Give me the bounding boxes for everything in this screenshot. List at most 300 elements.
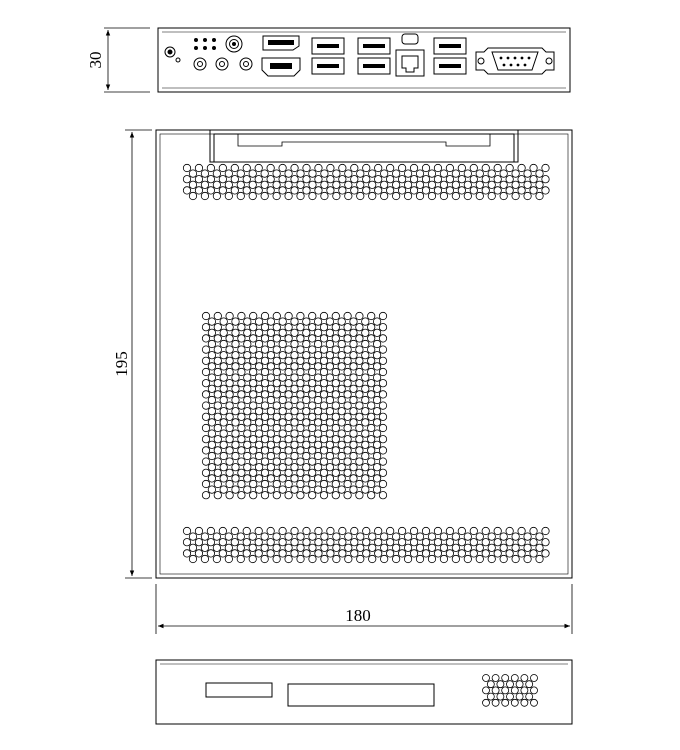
vent-hole	[356, 402, 363, 409]
vent-hole	[297, 324, 304, 331]
vent-hole	[267, 329, 274, 336]
vent-hole	[487, 693, 494, 700]
vent-hole	[213, 555, 220, 562]
vent-hole	[512, 192, 519, 199]
vent-hole	[524, 181, 531, 188]
vent-hole	[279, 352, 286, 359]
vent-hole	[297, 335, 304, 342]
vent-hole	[244, 419, 251, 426]
vent-hole	[345, 192, 352, 199]
vent-hole	[261, 357, 268, 364]
vent-hole	[368, 469, 375, 476]
vent-hole	[273, 324, 280, 331]
vent-hole	[428, 192, 435, 199]
vent-hole	[422, 550, 429, 557]
vent-hole	[285, 413, 292, 420]
vent-hole	[261, 380, 268, 387]
vent-hole	[220, 340, 227, 347]
vent-hole	[506, 164, 513, 171]
vent-hole	[255, 539, 262, 546]
vent-hole	[238, 357, 245, 364]
vent-hole	[261, 324, 268, 331]
vent-hole	[345, 181, 352, 188]
vent-hole	[373, 318, 380, 325]
vent-hole	[189, 544, 196, 551]
vent-hole	[375, 187, 382, 194]
vent-hole	[476, 533, 483, 540]
vent-hole	[536, 181, 543, 188]
vent-hole	[351, 164, 358, 171]
vent-hole	[244, 396, 251, 403]
vent-hole	[362, 475, 369, 482]
vent-hole	[202, 324, 209, 331]
vent-hole	[195, 539, 202, 546]
vent-hole	[416, 533, 423, 540]
vent-hole	[267, 340, 274, 347]
vent-hole	[297, 368, 304, 375]
vent-hole	[368, 447, 375, 454]
vent-hole	[279, 527, 286, 534]
vent-hole	[261, 391, 268, 398]
vent-hole	[207, 176, 214, 183]
vent-hole	[279, 396, 286, 403]
vent-hole	[379, 368, 386, 375]
vent-hole	[494, 527, 501, 534]
vent-hole	[369, 170, 376, 177]
vent-hole	[446, 164, 453, 171]
vent-hole	[255, 187, 262, 194]
vent-hole	[261, 368, 268, 375]
small-slot	[206, 683, 272, 697]
vent-hole	[379, 357, 386, 364]
vent-hole	[350, 318, 357, 325]
vent-hole	[536, 544, 543, 551]
vent-hole	[213, 533, 220, 540]
vent-hole	[202, 346, 209, 353]
vent-hole	[249, 192, 256, 199]
vent-hole	[232, 374, 239, 381]
vent-hole	[207, 164, 214, 171]
db9-serial-icon	[476, 48, 554, 74]
vent-hole	[531, 699, 538, 706]
vent-hole	[542, 550, 549, 557]
audio-jack-icon	[216, 58, 228, 70]
vent-hole	[488, 170, 495, 177]
vent-hole	[226, 312, 233, 319]
vent-hole	[255, 550, 262, 557]
vent-hole	[332, 492, 339, 499]
vent-hole	[470, 550, 477, 557]
vent-hole	[303, 329, 310, 336]
vent-hole	[368, 424, 375, 431]
vent-hole	[208, 441, 215, 448]
vent-hole	[220, 363, 227, 370]
vent-hole	[219, 527, 226, 534]
vent-hole	[232, 396, 239, 403]
vent-hole	[249, 533, 256, 540]
vent-hole	[202, 380, 209, 387]
vent-hole	[208, 452, 215, 459]
vent-hole	[362, 430, 369, 437]
vent-hole	[238, 380, 245, 387]
vent-hole	[332, 469, 339, 476]
vent-hole	[326, 329, 333, 336]
vent-hole	[464, 533, 471, 540]
vent-hole	[524, 533, 531, 540]
vent-hole	[273, 346, 280, 353]
vent-hole	[195, 187, 202, 194]
vent-hole	[232, 475, 239, 482]
vent-hole	[309, 533, 316, 540]
vent-hole	[238, 492, 245, 499]
vent-hole	[333, 533, 340, 540]
vent-hole	[303, 419, 310, 426]
vent-hole	[356, 458, 363, 465]
vent-hole	[208, 374, 215, 381]
vent-hole	[273, 312, 280, 319]
vent-hole	[226, 447, 233, 454]
vent-hole	[243, 187, 250, 194]
vent-hole	[303, 385, 310, 392]
vent-hole	[202, 480, 209, 487]
vent-hole	[261, 533, 268, 540]
vent-hole	[244, 340, 251, 347]
vent-hole	[238, 413, 245, 420]
wide-slot	[288, 684, 434, 706]
vent-hole	[363, 164, 370, 171]
vent-hole	[338, 396, 345, 403]
vent-hole	[244, 363, 251, 370]
vent-hole	[291, 475, 298, 482]
vent-hole	[320, 357, 327, 364]
vent-hole	[273, 413, 280, 420]
vent-hole	[332, 424, 339, 431]
vent-hole	[339, 527, 346, 534]
vent-hole	[488, 544, 495, 551]
vent-hole	[511, 699, 518, 706]
vent-hole	[225, 544, 232, 551]
vent-hole	[386, 539, 393, 546]
vent-hole	[333, 181, 340, 188]
vent-hole	[357, 533, 364, 540]
vent-hole	[315, 550, 322, 557]
vent-hole	[214, 357, 221, 364]
vent-hole	[250, 447, 257, 454]
vent-hole	[207, 539, 214, 546]
vent-hole	[392, 170, 399, 177]
vent-hole	[285, 480, 292, 487]
vent-hole	[428, 544, 435, 551]
vent-hole	[226, 324, 233, 331]
antenna-connector-icon	[226, 36, 252, 70]
vent-hole	[518, 550, 525, 557]
vent-hole	[368, 436, 375, 443]
vent-hole	[410, 539, 417, 546]
vent-hole	[207, 187, 214, 194]
vent-hole	[208, 464, 215, 471]
vent-hole	[375, 550, 382, 557]
vent-hole	[225, 181, 232, 188]
vent-hole	[309, 312, 316, 319]
vent-hole	[379, 480, 386, 487]
vent-hole	[201, 555, 208, 562]
vent-hole	[326, 430, 333, 437]
vent-hole	[398, 164, 405, 171]
vent-hole	[261, 492, 268, 499]
vent-hole	[362, 441, 369, 448]
vent-hole	[250, 436, 257, 443]
vent-hole	[226, 335, 233, 342]
vent-hole	[327, 527, 334, 534]
vent-hole	[285, 436, 292, 443]
vent-hole	[356, 335, 363, 342]
vent-hole	[267, 318, 274, 325]
vent-hole	[273, 391, 280, 398]
vent-hole	[320, 380, 327, 387]
vent-hole	[207, 527, 214, 534]
vent-hole	[434, 527, 441, 534]
vent-hole	[524, 170, 531, 177]
vent-hole	[362, 329, 369, 336]
vent-hole	[255, 318, 262, 325]
vent-hole	[338, 441, 345, 448]
vent-hole	[279, 340, 286, 347]
vent-hole	[332, 447, 339, 454]
vent-hole	[320, 346, 327, 353]
vent-hole	[309, 480, 316, 487]
vent-hole	[458, 527, 465, 534]
vent-hole	[250, 402, 257, 409]
vent-hole	[267, 176, 274, 183]
vent-hole	[398, 550, 405, 557]
vent-hole	[303, 374, 310, 381]
vent-hole	[321, 555, 328, 562]
vent-hole	[279, 187, 286, 194]
vent-hole	[202, 469, 209, 476]
vent-hole	[373, 464, 380, 471]
vent-hole	[521, 675, 528, 682]
vent-hole	[392, 555, 399, 562]
vent-hole	[309, 181, 316, 188]
vent-hole	[291, 419, 298, 426]
vent-hole	[536, 555, 543, 562]
vent-hole	[213, 181, 220, 188]
rj45-ethernet-icon	[396, 34, 424, 76]
vent-hole	[315, 176, 322, 183]
vent-hole	[208, 486, 215, 493]
vent-hole	[244, 441, 251, 448]
vent-hole	[297, 380, 304, 387]
vent-hole	[208, 385, 215, 392]
vent-hole	[273, 357, 280, 364]
vent-hole	[297, 458, 304, 465]
vent-hole	[202, 424, 209, 431]
vent-hole	[379, 402, 386, 409]
vent-hole	[363, 539, 370, 546]
vent-hole	[214, 312, 221, 319]
vent-hole	[369, 181, 376, 188]
vent-hole	[273, 170, 280, 177]
vent-hole	[250, 469, 257, 476]
vent-hole	[350, 408, 357, 415]
vent-hole	[345, 170, 352, 177]
vent-hole	[220, 374, 227, 381]
vent-hole	[309, 436, 316, 443]
vent-hole	[369, 192, 376, 199]
vent-hole	[512, 170, 519, 177]
vent-hole	[380, 533, 387, 540]
vent-hole	[279, 475, 286, 482]
vent-hole	[434, 539, 441, 546]
vent-hole	[326, 352, 333, 359]
vent-hole	[333, 555, 340, 562]
vent-hole	[273, 447, 280, 454]
vent-hole	[183, 164, 190, 171]
vent-hole	[273, 181, 280, 188]
vent-hole	[214, 346, 221, 353]
vent-hole	[350, 329, 357, 336]
vent-hole	[326, 419, 333, 426]
vent-hole	[261, 424, 268, 431]
vent-hole	[464, 181, 471, 188]
vent-hole	[482, 176, 489, 183]
usb-port-icon	[312, 58, 344, 74]
vent-hole	[291, 176, 298, 183]
vent-hole	[326, 452, 333, 459]
vent-hole	[356, 436, 363, 443]
usb-port-icon	[434, 58, 466, 74]
vent-hole	[249, 181, 256, 188]
vent-hole	[452, 170, 459, 177]
vent-hole	[530, 187, 537, 194]
vent-hole	[326, 385, 333, 392]
vent-hole	[232, 408, 239, 415]
vent-hole	[214, 413, 221, 420]
vent-hole	[380, 170, 387, 177]
vent-hole	[273, 424, 280, 431]
vent-hole	[356, 357, 363, 364]
vent-hole	[285, 424, 292, 431]
vent-hole	[404, 544, 411, 551]
vent-hole	[521, 687, 528, 694]
vent-hole	[291, 385, 298, 392]
vent-hole	[267, 486, 274, 493]
vent-hole	[261, 181, 268, 188]
vent-hole	[379, 447, 386, 454]
vent-hole	[232, 419, 239, 426]
vent-hole	[231, 164, 238, 171]
vent-hole	[326, 318, 333, 325]
vent-hole	[267, 374, 274, 381]
vent-hole	[542, 527, 549, 534]
vent-hole	[219, 176, 226, 183]
vent-hole	[530, 527, 537, 534]
vent-hole	[297, 424, 304, 431]
vent-hole	[303, 475, 310, 482]
vent-hole	[273, 469, 280, 476]
vent-hole	[226, 380, 233, 387]
vent-hole	[250, 492, 257, 499]
vent-hole	[297, 492, 304, 499]
vent-hole	[386, 176, 393, 183]
vent-hole	[338, 419, 345, 426]
vent-hole	[220, 430, 227, 437]
vent-hole	[440, 533, 447, 540]
vent-hole	[392, 533, 399, 540]
vent-hole	[202, 391, 209, 398]
vent-hole	[214, 469, 221, 476]
vent-hole	[297, 436, 304, 443]
vent-hole	[297, 170, 304, 177]
vent-hole	[379, 413, 386, 420]
vent-hole	[237, 544, 244, 551]
vent-hole	[255, 419, 262, 426]
vent-hole	[267, 408, 274, 415]
vent-hole	[321, 192, 328, 199]
vent-hole	[267, 164, 274, 171]
vent-hole	[373, 329, 380, 336]
vent-hole	[267, 385, 274, 392]
vent-hole	[267, 441, 274, 448]
vent-hole	[238, 324, 245, 331]
vent-hole	[476, 170, 483, 177]
vent-hole	[244, 385, 251, 392]
vent-hole	[314, 464, 321, 471]
vent-hole	[321, 533, 328, 540]
vent-hole	[531, 687, 538, 694]
vent-hole	[285, 533, 292, 540]
vent-hole	[368, 391, 375, 398]
vent-hole	[291, 329, 298, 336]
vent-hole	[338, 430, 345, 437]
vent-hole	[470, 539, 477, 546]
vent-hole	[369, 544, 376, 551]
vent-hole	[297, 555, 304, 562]
vent-hole	[261, 555, 268, 562]
top-vent-strip	[183, 164, 549, 199]
vent-hole	[297, 533, 304, 540]
vent-hole	[357, 555, 364, 562]
vent-hole	[285, 368, 292, 375]
vent-hole	[261, 402, 268, 409]
vent-hole	[379, 436, 386, 443]
vent-hole	[350, 363, 357, 370]
vent-hole	[238, 436, 245, 443]
vent-hole	[373, 475, 380, 482]
vent-hole	[189, 555, 196, 562]
vent-hole	[368, 368, 375, 375]
vent-hole	[350, 352, 357, 359]
vent-hole	[279, 363, 286, 370]
vent-hole	[255, 385, 262, 392]
vent-hole	[279, 164, 286, 171]
vent-hole	[220, 419, 227, 426]
vent-hole	[291, 374, 298, 381]
vent-hole	[422, 527, 429, 534]
vent-hole	[279, 452, 286, 459]
vent-hole	[261, 346, 268, 353]
vent-hole	[512, 555, 519, 562]
vent-hole	[243, 164, 250, 171]
vent-hole	[279, 539, 286, 546]
vent-hole	[357, 544, 364, 551]
vent-hole	[422, 187, 429, 194]
vent-hole	[351, 539, 358, 546]
vent-hole	[338, 352, 345, 359]
vent-hole	[536, 533, 543, 540]
vent-hole	[379, 391, 386, 398]
vent-hole	[183, 550, 190, 557]
